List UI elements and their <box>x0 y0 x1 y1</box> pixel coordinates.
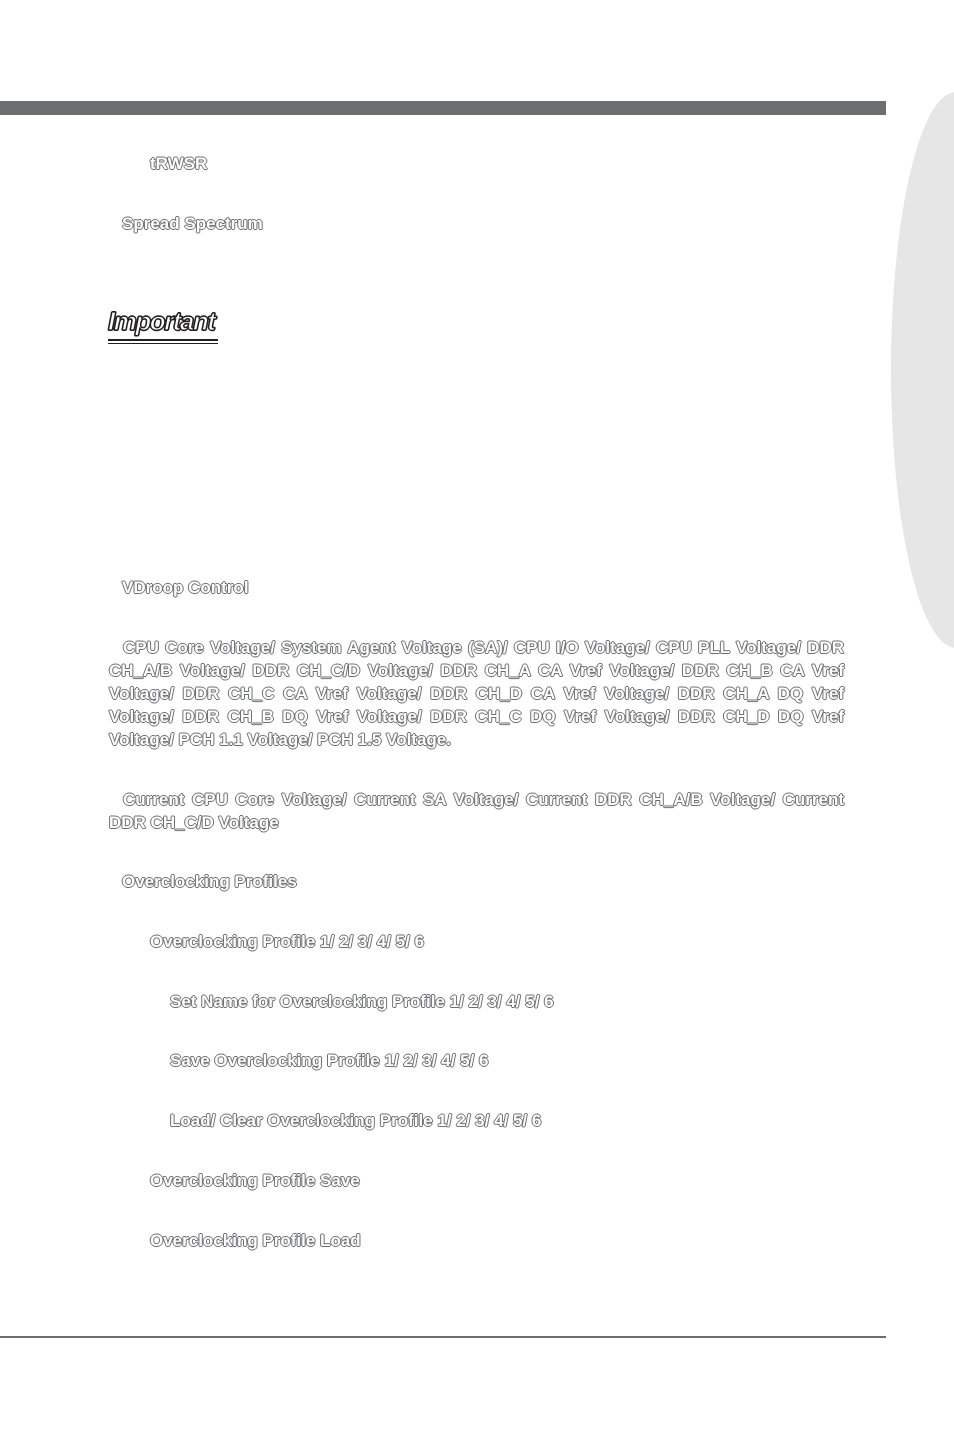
item-profile-load: Overclocking Profile Load <box>150 1231 361 1250</box>
current-voltages-paragraph: Current CPU Core Voltage/ Current SA Voltage/ Current DDR CH_A/B Voltage/ Current DDR CH_C/D Voltage <box>109 790 844 832</box>
item-save-profile: Save Overclocking Profile 1/ 2/ 3/ 4/ 5/ 6 <box>170 1051 489 1070</box>
item-load-clear-profile: Load/ Clear Overclocking Profile 1/ 2/ 3/ 4/ 5/ 6 <box>170 1111 542 1130</box>
header-bar <box>0 101 886 115</box>
item-profile-save: Overclocking Profile Save <box>150 1171 360 1190</box>
voltages-paragraph: CPU Core Voltage/ System Agent Voltage (SA)/ CPU I/O Voltage/ CPU PLL Voltage/ DDR CH_A/B Voltage/ DDR CH_C/D Voltage/ DDR CH_A CA Vref Voltage/ DDR CH_B CA Vref Voltage/ DDR CH_C CA Vref Voltage/ DDR CH_D CA Vref Voltage/ DDR CH_A DQ Vref Voltage/ DDR CH_B DQ Vref Voltage/ DDR CH_C DQ Vref Voltage/ DDR CH_D DQ Vref Voltage/ PCH 1.1 Voltage/ PCH 1.5 Voltage. <box>109 638 844 749</box>
item-overclocking-profiles: Overclocking Profiles <box>122 872 297 891</box>
footer-rule <box>0 1336 886 1338</box>
important-heading <box>108 306 218 344</box>
item-vdroop-control: VDroop Control <box>122 578 249 597</box>
side-chapter-tab <box>891 92 954 648</box>
item-overclocking-profile-n: Overclocking Profile 1/ 2/ 3/ 4/ 5/ 6 <box>150 932 425 951</box>
important-title: Important <box>108 306 215 336</box>
item-trwsr: tRWSR <box>150 154 208 173</box>
important-underline <box>108 339 218 341</box>
item-set-name-profile: Set Name for Overclocking Profile 1/ 2/ 3/ 4/ 5/ 6 <box>170 992 554 1011</box>
item-spread-spectrum: Spread Spectrum <box>122 214 263 233</box>
important-underline-thin <box>108 343 218 344</box>
